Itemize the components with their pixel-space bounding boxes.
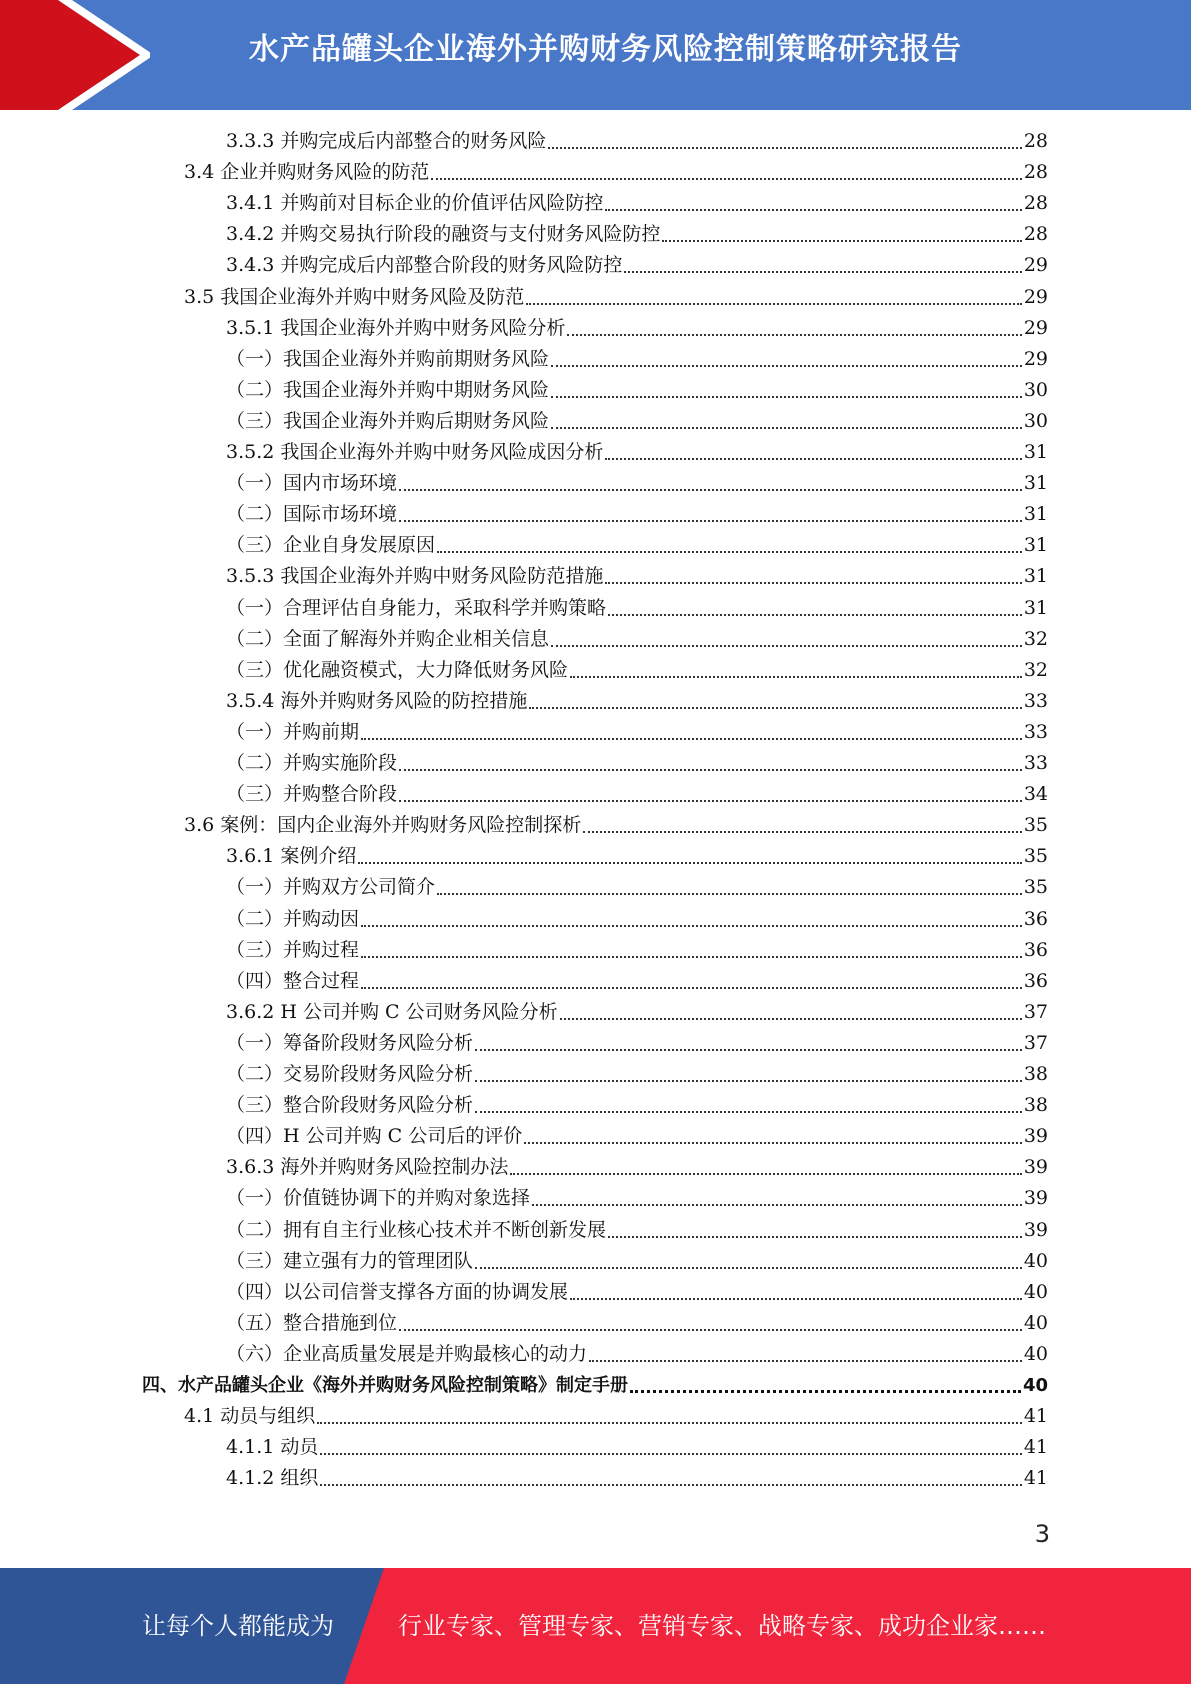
toc-entry[interactable]: [226, 219, 1048, 250]
toc-dot-leader: [567, 334, 1021, 336]
toc-entry-label: 3.4.1 并购前对目标企业的价值评估风险防控: [226, 192, 604, 215]
toc-entry[interactable]: [226, 593, 1048, 624]
toc-entry-page: 31: [1023, 503, 1048, 526]
toc-dot-leader: [431, 178, 1022, 180]
toc-entry-label: 3.5.1 我国企业海外并购中财务风险分析: [226, 316, 566, 339]
toc-dot-leader: [361, 738, 1022, 740]
page-footer: [0, 1568, 1191, 1684]
toc-dot-leader: [630, 1390, 1021, 1393]
toc-entry-page: 39: [1023, 1218, 1048, 1241]
toc-entry-label: （四）以公司信誉支撑各方面的协调发展: [226, 1280, 569, 1303]
toc-dot-leader: [529, 707, 1021, 709]
toc-dot-leader: [570, 676, 1022, 678]
toc-entry[interactable]: [226, 1183, 1048, 1214]
toc-entry-label: 3.5.4 海外并购财务风险的防控措施: [226, 689, 528, 712]
toc-entry-label: （一）价值链协调下的并购对象选择: [226, 1187, 531, 1210]
toc-entry-label: （一）合理评估自身能力，采取科学并购策略: [226, 596, 607, 619]
toc-entry-page: 36: [1023, 938, 1048, 961]
footer-slogan-right: 行业专家、管理专家、营销专家、战略专家、成功企业家……: [398, 1612, 1046, 1640]
toc-entry-label: 3.4.2 并购交易执行阶段的融资与支付财务风险防控: [226, 223, 661, 246]
toc-dot-leader: [399, 520, 1022, 522]
toc-entry-page: 34: [1023, 783, 1048, 806]
toc-entry[interactable]: [226, 1059, 1048, 1090]
toc-entry[interactable]: [226, 1121, 1048, 1152]
report-title: 水产品罐头企业海外并购财务风险控制策略研究报告: [249, 32, 962, 67]
toc-dot-leader: [662, 240, 1021, 242]
toc-entry[interactable]: [226, 717, 1048, 748]
toc-entry-page: 38: [1023, 1094, 1048, 1117]
toc-dot-leader: [551, 365, 1022, 367]
toc-entry-page: 31: [1023, 472, 1048, 495]
toc-dot-leader: [437, 551, 1022, 553]
toc-entry-label: 3.6.3 海外并购财务风险控制办法: [226, 1156, 509, 1179]
toc-entry[interactable]: [226, 1152, 1048, 1183]
toc-entry-label: （二）拥有自主行业核心技术并不断创新发展: [226, 1218, 607, 1241]
toc-entry-page: 31: [1023, 441, 1048, 463]
toc-entry[interactable]: [226, 1215, 1048, 1246]
toc-entry[interactable]: [226, 499, 1048, 530]
toc-entry-page: 35: [1023, 814, 1048, 837]
toc-dot-leader: [399, 769, 1022, 771]
toc-entry-label: 3.6.1 案例介绍: [226, 845, 357, 868]
toc-entry-label: （三）建立强有力的管理团队: [226, 1249, 474, 1272]
toc-dot-leader: [475, 1049, 1022, 1051]
toc-entry-label: （二）全面了解海外并购企业相关信息: [226, 627, 550, 650]
toc-entry-page: 36: [1023, 969, 1048, 992]
toc-dot-leader: [605, 209, 1021, 211]
toc-entry-label: （三）整合阶段财务风险分析: [226, 1094, 474, 1117]
toc-entry-page: 28: [1023, 223, 1048, 246]
toc-entry-label: 4.1.1 动员: [226, 1436, 319, 1459]
toc-entry-page: 31: [1023, 565, 1048, 588]
toc-entry-label: 3.5 我国企业海外并购中财务风险及防范: [184, 285, 525, 308]
toc-entry-label: （四）H 公司并购 C 公司后的评价: [226, 1125, 523, 1148]
toc-dot-leader: [475, 1080, 1022, 1082]
toc-dot-leader: [583, 831, 1022, 833]
toc-entry-page: 40: [1022, 1375, 1048, 1396]
toc-dot-leader: [551, 396, 1022, 398]
toc-entry-label: （一）并购前期: [226, 720, 360, 743]
toc-dot-leader: [361, 925, 1022, 927]
toc-entry[interactable]: [226, 344, 1048, 375]
toc-entry-page: 33: [1023, 752, 1048, 774]
toc-dot-leader: [570, 1298, 1022, 1300]
toc-entry-page: 33: [1023, 689, 1048, 712]
toc-entry-label: （三）并购过程: [226, 938, 360, 961]
toc-entry[interactable]: [226, 1432, 1048, 1463]
toc-dot-leader: [361, 956, 1022, 958]
toc-entry[interactable]: [226, 997, 1048, 1028]
toc-entry-page: 40: [1023, 1280, 1048, 1303]
toc-dot-leader: [320, 1484, 1021, 1486]
toc-entry[interactable]: [226, 1028, 1048, 1059]
toc-entry[interactable]: [226, 779, 1048, 810]
toc-entry-label: 3.4 企业并购财务风险的防范: [184, 161, 430, 184]
toc-entry[interactable]: [226, 655, 1048, 686]
toc-entry[interactable]: [184, 282, 1048, 313]
toc-entry[interactable]: [226, 126, 1048, 157]
toc-entry[interactable]: [226, 375, 1048, 406]
toc-entry-page: 36: [1023, 907, 1048, 930]
toc-entry-page: 39: [1023, 1187, 1048, 1210]
toc-entry[interactable]: [184, 810, 1048, 841]
toc-entry[interactable]: [226, 1246, 1048, 1277]
toc-dot-leader: [605, 582, 1021, 584]
toc-entry[interactable]: [226, 1463, 1048, 1494]
toc-dot-leader: [399, 1329, 1022, 1331]
toc-entry-page: 28: [1023, 130, 1048, 152]
toc-entry-page: 35: [1023, 845, 1048, 868]
toc-entry[interactable]: [226, 904, 1048, 935]
toc-dot-leader: [524, 1142, 1022, 1144]
toc-entry[interactable]: [226, 841, 1048, 872]
toc-dot-leader: [624, 271, 1021, 273]
toc-entry-label: 四、水产品罐头企业《海外并购财务风险控制策略》制定手册: [142, 1375, 628, 1396]
toc-dot-leader: [399, 489, 1022, 491]
toc-entry[interactable]: [226, 1308, 1048, 1339]
toc-dot-leader: [608, 1236, 1022, 1238]
toc-entry-page: 30: [1023, 409, 1048, 432]
toc-entry-label: （三）优化融资模式，大力降低财务风险: [226, 658, 569, 681]
toc-entry[interactable]: [142, 1370, 1048, 1401]
toc-entry-label: （二）并购动因: [226, 907, 360, 930]
toc-entry-label: （三）我国企业海外并购后期财务风险: [226, 409, 550, 432]
toc-entry[interactable]: [226, 406, 1048, 437]
toc-entry-label: （六）企业高质量发展是并购最核心的动力: [226, 1342, 588, 1365]
toc-entry[interactable]: [226, 250, 1048, 281]
toc-entry[interactable]: [226, 686, 1048, 717]
toc-entry-page: 33: [1023, 720, 1048, 743]
toc-entry-page: 32: [1023, 627, 1048, 650]
toc-entry-page: 39: [1023, 1125, 1048, 1148]
toc-entry[interactable]: [226, 966, 1048, 997]
footer-slogan-left: 让每个人都能成为: [142, 1612, 334, 1640]
toc-entry-label: 3.4.3 并购完成后内部整合阶段的财务风险防控: [226, 254, 623, 277]
toc-entry[interactable]: [226, 1339, 1048, 1370]
toc-entry-page: 39: [1023, 1156, 1048, 1179]
toc-dot-leader: [532, 1204, 1022, 1206]
toc-dot-leader: [605, 458, 1021, 460]
toc-entry-page: 29: [1023, 347, 1048, 370]
toc-entry[interactable]: [226, 1277, 1048, 1308]
toc-dot-leader: [317, 1422, 1022, 1424]
toc-dot-leader: [510, 1173, 1021, 1175]
toc-entry[interactable]: [226, 935, 1048, 966]
toc-dot-leader: [320, 1453, 1021, 1455]
toc-entry-page: 29: [1023, 316, 1048, 339]
toc-entry-page: 30: [1023, 378, 1048, 401]
toc-dot-leader: [560, 1018, 1022, 1020]
toc-dot-leader: [399, 800, 1022, 802]
toc-entry-label: 3.6 案例：国内企业海外并购财务风险控制探析: [184, 814, 582, 837]
toc-entry-page: 31: [1023, 596, 1048, 619]
toc-dot-leader: [551, 427, 1022, 429]
toc-entry-label: 4.1 动员与组织: [184, 1405, 316, 1428]
toc-entry-label: 3.5.3 我国企业海外并购中财务风险防范措施: [226, 565, 604, 588]
toc-entry-page: 40: [1023, 1311, 1048, 1334]
toc-entry-page: 29: [1023, 254, 1048, 277]
toc-entry-page: 40: [1023, 1249, 1048, 1272]
toc-entry-label: 4.1.2 组织: [226, 1467, 319, 1490]
toc-entry-label: （一）国内市场环境: [226, 472, 398, 495]
toc-entry-label: 3.6.2 H 公司并购 C 公司财务风险分析: [226, 1000, 558, 1023]
toc-entry-label: 3.5.2 我国企业海外并购中财务风险成因分析: [226, 441, 604, 463]
toc-entry-label: （三）企业自身发展原因: [226, 534, 436, 557]
toc-entry[interactable]: [226, 437, 1048, 468]
toc-entry-page: 37: [1023, 1000, 1048, 1023]
toc-entry-label: （二）交易阶段财务风险分析: [226, 1063, 474, 1085]
toc-dot-leader: [608, 614, 1022, 616]
toc-entry-page: 41: [1023, 1467, 1048, 1490]
toc-dot-leader: [437, 893, 1022, 895]
toc-entry-page: 32: [1023, 658, 1048, 681]
toc-entry-page: 41: [1023, 1436, 1048, 1459]
toc-dot-leader: [358, 862, 1021, 864]
toc-entry[interactable]: [226, 624, 1048, 655]
page-number: 3: [1034, 1520, 1050, 1548]
toc-entry[interactable]: [226, 313, 1048, 344]
toc-entry-page: 28: [1023, 161, 1048, 184]
toc-entry[interactable]: [226, 872, 1048, 903]
toc-entry[interactable]: [226, 1090, 1048, 1121]
toc-entry[interactable]: [226, 468, 1048, 499]
toc-entry-page: 41: [1023, 1405, 1048, 1428]
toc-entry-page: 38: [1023, 1063, 1048, 1085]
toc-entry-label: 3.3.3 并购完成后内部整合的财务风险: [226, 130, 547, 152]
toc-dot-leader: [475, 1267, 1022, 1269]
toc-entry-label: （二）并购实施阶段: [226, 752, 398, 774]
toc-entry-page: 31: [1023, 534, 1048, 557]
toc-entry-page: 35: [1023, 876, 1048, 899]
toc-dot-leader: [548, 147, 1021, 149]
toc-entry[interactable]: [226, 748, 1048, 779]
toc-entry-label: （一）筹备阶段财务风险分析: [226, 1031, 474, 1054]
toc-entry-label: （三）并购整合阶段: [226, 783, 398, 806]
toc-dot-leader: [551, 645, 1022, 647]
toc-entry-page: 37: [1023, 1031, 1048, 1054]
toc-dot-leader: [589, 1360, 1022, 1362]
toc-entry[interactable]: [226, 188, 1048, 219]
toc-entry-label: （一）并购双方公司简介: [226, 876, 436, 899]
toc-entry-page: 40: [1023, 1342, 1048, 1365]
toc-entry-label: （五）整合措施到位: [226, 1311, 398, 1334]
toc-dot-leader: [475, 1111, 1022, 1113]
toc-entry-label: （二）国际市场环境: [226, 503, 398, 526]
toc-entry[interactable]: [226, 530, 1048, 561]
toc-entry[interactable]: [226, 561, 1048, 592]
toc-entry-page: 29: [1023, 285, 1048, 308]
toc-dot-leader: [526, 303, 1022, 305]
toc-entry-page: 28: [1023, 192, 1048, 215]
toc-entry[interactable]: [184, 1401, 1048, 1432]
toc-dot-leader: [361, 987, 1022, 989]
page-header: [0, 0, 1191, 110]
toc-entry-label: （一）我国企业海外并购前期财务风险: [226, 347, 550, 370]
toc-entry[interactable]: [184, 157, 1048, 188]
toc-entry-label: （二）我国企业海外并购中期财务风险: [226, 378, 550, 401]
toc-entry-label: （四）整合过程: [226, 969, 360, 992]
